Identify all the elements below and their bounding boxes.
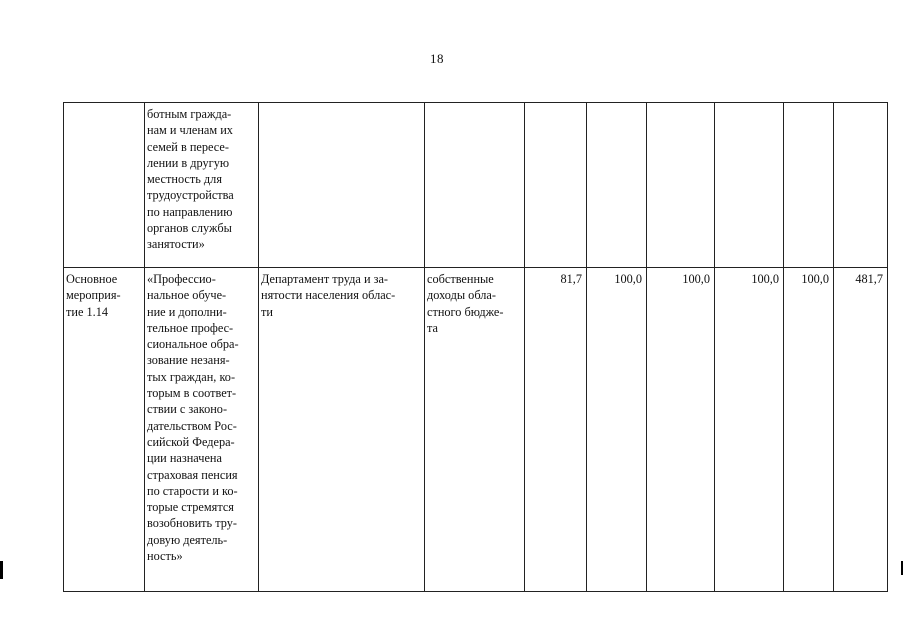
- executor-cell: [259, 103, 425, 268]
- amount-cell: 100,0: [715, 268, 784, 592]
- amount-cell: [525, 103, 587, 268]
- amount-cell: 100,0: [647, 268, 715, 592]
- measure-name-cell: ботным гражда- нам и членам их семей в пересе- лении в другую местность для трудоустройства по направлению органов службы занятости»: [145, 103, 259, 268]
- program-table: [63, 102, 888, 592]
- amount-cell: 100,0: [784, 268, 834, 592]
- amount-cell: [715, 103, 784, 268]
- total-cell: 481,7: [834, 268, 888, 592]
- amount-cell: [784, 103, 834, 268]
- amount-cell: 100,0: [587, 268, 647, 592]
- amount-cell: [647, 103, 715, 268]
- page-number: 18: [430, 51, 444, 66]
- table-row: [64, 103, 888, 268]
- scan-mark: [0, 561, 3, 579]
- measure-code-cell: Основное мероприя- тие 1.14: [64, 268, 145, 592]
- measure-name-cell: «Профессио- нальное обуче- ние и дополни- тельное профес- сиональное обра- зование незаня- тых граждан, ко- торым в соответ- ствии с законо- дательством Рос- сийской Федера- ции назначена страховая пенсия по старости и ко- торые стремятся возобновить тру- довую деятель- ность»: [145, 268, 259, 592]
- table-row: [64, 268, 888, 592]
- total-cell: [834, 103, 888, 268]
- measure-code-cell: [64, 103, 145, 268]
- executor-cell: Департамент труда и за- нятости населения облас- ти: [259, 268, 425, 592]
- scan-mark: [901, 561, 903, 575]
- amount-cell: [587, 103, 647, 268]
- funding-source-cell: [425, 103, 525, 268]
- amount-cell: 81,7: [525, 268, 587, 592]
- funding-source-cell: собственные доходы обла- стного бюдже- та: [425, 268, 525, 592]
